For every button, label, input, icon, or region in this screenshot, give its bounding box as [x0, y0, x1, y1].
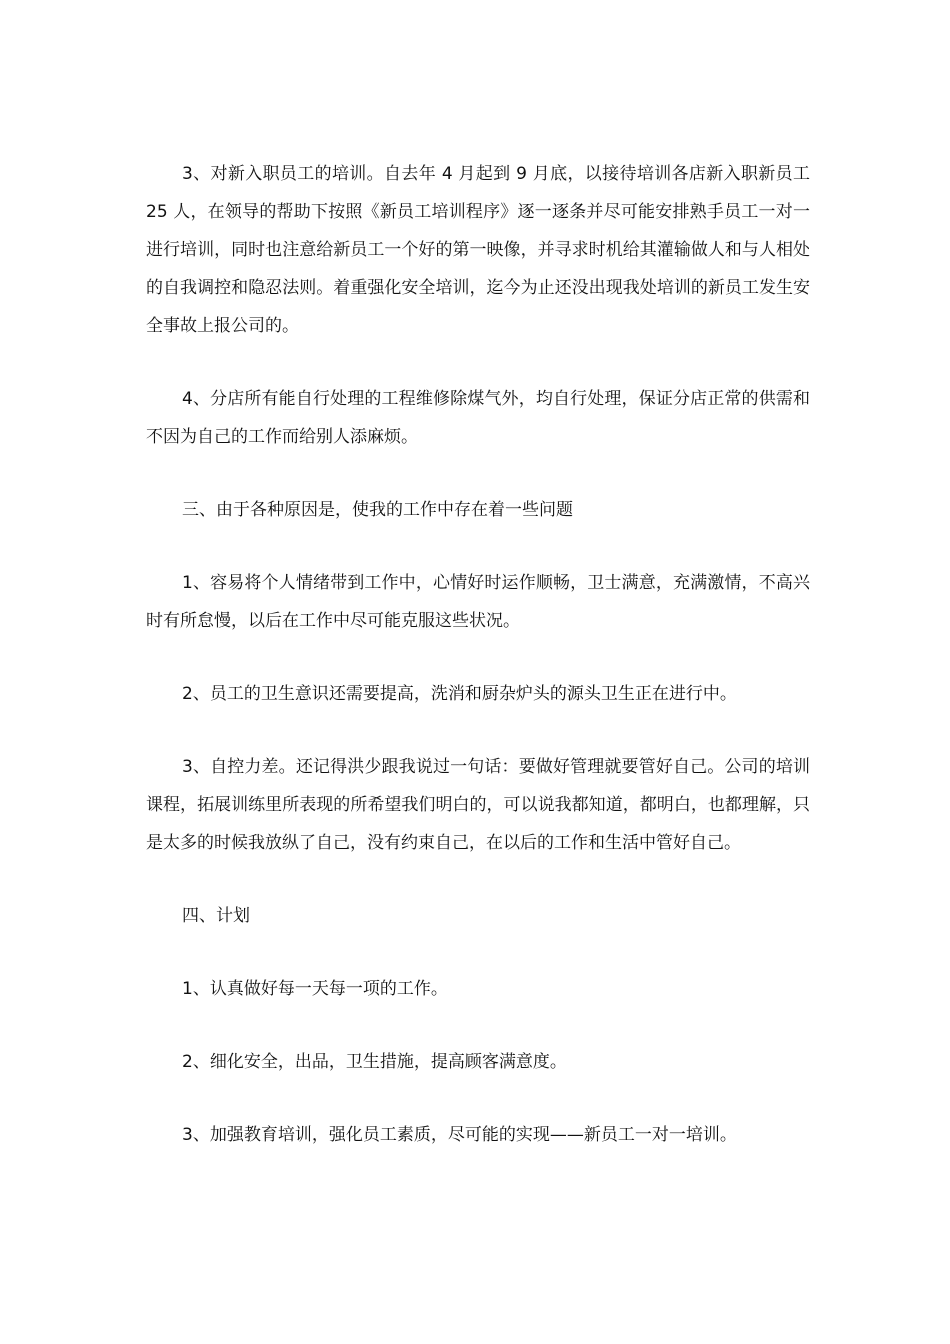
section-heading-problems: 三、由于各种原因是，使我的工作中存在着一些问题: [182, 500, 573, 520]
paragraph-plan-3: 3、加强教育培训，强化员工素质，尽可能的实现——新员工一对一培训。: [182, 1125, 737, 1145]
paragraph-problem-emotion: 1、容易将个人情绪带到工作中，心情好时运作顺畅，卫士满意，充满激情，不高兴时有所怠慢，以后在工作中尽可能克服这些状况。: [146, 573, 810, 631]
paragraph-training-new-staff: 3、对新入职员工的培训。自去年 4 月起到 9 月底，以接待培训各店新入职新员工 25 人，在领导的帮助下按照《新员工培训程序》逐一逐条并尽可能安排熟手员工一对一进行培训，同时也注意给新员工一个好的第一映像，并寻求时机给其灌输做人和与人相处的自我调控和隐忍法则。着重强化安全培训，迄今为止还没出现我处培训的新员工发生安全事故上报公司的。: [146, 164, 810, 336]
paragraph-plan-1: 1、认真做好每一天每一项的工作。: [182, 979, 448, 999]
section-heading-plan: 四、计划: [182, 906, 250, 926]
paragraph-problem-hygiene: 2、员工的卫生意识还需要提高，洗消和厨杂炉头的源头卫生正在进行中。: [182, 684, 737, 704]
paragraph-problem-self-control: 3、自控力差。还记得洪少跟我说过一句话：要做好管理就要管好自己。公司的培训课程，拓展训练里所表现的所希望我们明白的，可以说我都知道，都明白，也都理解，只是太多的时候我放纵了自己，没有约束自己，在以后的工作和生活中管好自己。: [146, 757, 810, 853]
paragraph-plan-2: 2、细化安全，出品，卫生措施，提高顾客满意度。: [182, 1052, 567, 1072]
document-body: [146, 155, 810, 1189]
paragraph-maintenance: 4、分店所有能自行处理的工程维修除煤气外，均自行处理，保证分店正常的供需和不因为自己的工作而给别人添麻烦。: [146, 389, 810, 447]
